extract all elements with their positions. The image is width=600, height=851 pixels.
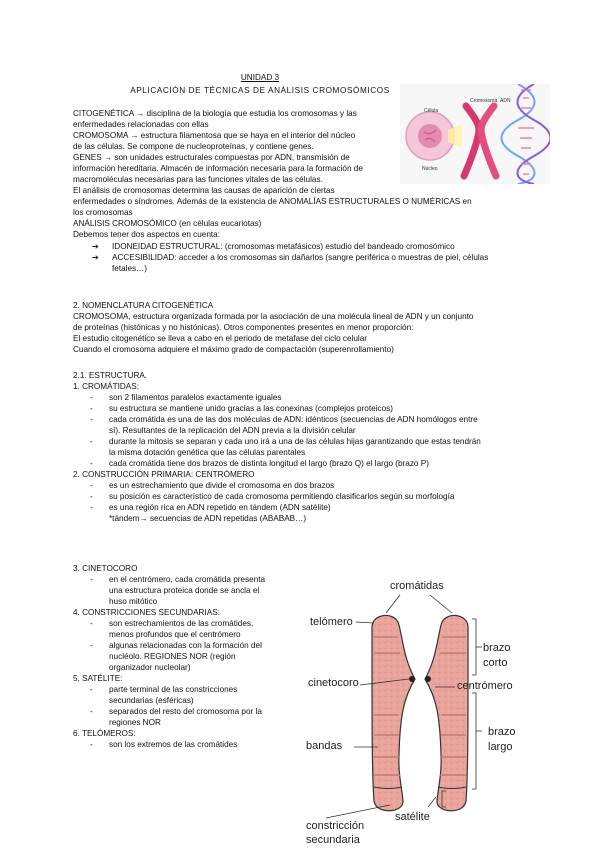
arrow-item	[73, 241, 533, 252]
list-item	[73, 436, 543, 458]
intro-line: CITOGENÉTICA → disciplina de la biología que estudia los cromosomas y las	[73, 109, 357, 118]
arrow-item-text: fetales…)	[112, 264, 148, 273]
list-item-text: cada cromátida tiene dos brazos de distinta longitud el largo (brazo Q) el largo (brazo P)	[109, 459, 429, 468]
list-item-text: la misma dotación genética que las células parentales	[109, 448, 306, 457]
dna-chromosome-figure	[400, 84, 550, 184]
list-item-text: son los extremos de las cromátides	[109, 740, 238, 749]
subsection-heading: 1. CROMÁTIDAS:	[73, 382, 139, 391]
intro-line: El análisis de cromosomas determina las causas de aparición de ciertas	[73, 186, 335, 195]
list-item-text: menos profundos que el centrómero	[109, 630, 241, 639]
nomenclature-section	[73, 300, 543, 355]
list-item-text: su posición es característico de cada cromosoma permitiendo clasificarlos según su morfología	[109, 492, 455, 501]
arrow-item-text: ACCESIBILIDAD: acceder a los cromosomas sin dañarlos (sangre periférica o muestras de piel, células	[112, 253, 489, 262]
dash-bullet: -	[90, 404, 93, 413]
arrow-list	[73, 241, 533, 274]
right-chromatid	[425, 615, 468, 810]
nucleus-icon	[418, 124, 442, 148]
label-satelite: satélite	[395, 811, 430, 823]
arrow-bullet-icon: ➔	[92, 242, 99, 251]
label-brazo-corto-2: corto	[483, 657, 508, 669]
dash-bullet: -	[90, 492, 93, 501]
label-brazo-largo: brazo	[488, 726, 516, 738]
list-item-text: regiones NOR	[109, 718, 161, 727]
subsection-heading: 5. SATÉLITE:	[73, 674, 123, 683]
intro-line: Debemos tener dos aspectos en cuenta:	[73, 230, 221, 239]
list-item-text: su estructura se mantiene unido gracias a las conexinas (complejos proteicos)	[109, 404, 393, 413]
list-item-text: en el centrómero, cada cromátida presenta	[109, 575, 266, 584]
list-item-text: es un estrechamiento que divide el cromosoma en dos brazos	[109, 481, 335, 490]
intro-line: ANÁLISIS CROMOSÓMICO (en células eucariotas)	[73, 219, 262, 228]
intro-line: enfermedades relacionadas con ellas	[73, 120, 209, 129]
arrow-item-text: IDONEIDAD ESTRUCTURAL: (cromosomas metafásicos) estudio del bandeado cromosómico	[112, 242, 455, 251]
list-item	[73, 480, 543, 491]
subsection-heading: 4. CONSTRICCIONES SECUNDARIAS:	[73, 608, 220, 617]
figure-label: Núcleo	[422, 166, 438, 172]
intro-line: macromoléculas necesarias para las funciones vitales de las células.	[73, 175, 323, 184]
section-heading: 2. NOMENCLATURA CITOGENÉTICA	[73, 301, 214, 310]
list-item	[73, 684, 288, 706]
dash-bullet: -	[90, 575, 93, 584]
list-item-text: separados del resto del cromosoma por la	[109, 707, 262, 716]
label-centromero: centrómero	[457, 680, 513, 692]
dash-bullet: -	[90, 437, 93, 446]
dash-bullet: -	[90, 415, 93, 424]
subsection-heading: 3. CINETOCORO	[73, 564, 138, 573]
text-line: CROMOSOMA, estructura organizada formada por la asociación de una molécula lineal de ADN y un conjunto	[73, 312, 474, 321]
list-item-text: parte terminal de las constricciones	[109, 685, 238, 694]
dash-bullet: -	[90, 707, 93, 716]
intro-line: CROMOSOMA → estructura filamentosa que se haya en el interior del núcleo	[73, 131, 356, 140]
figure-label: Cromosoma	[470, 98, 498, 104]
list-item	[73, 502, 543, 524]
intro-line: información hereditaria. Almacén de información necesaria para la formación de	[73, 164, 363, 173]
figure-label: Célula	[424, 108, 439, 114]
subsection-heading: 2. CONSTRUCCIÓN PRIMARIA: CENTRÓMERO	[73, 470, 255, 479]
list-item	[73, 739, 288, 750]
label-constriccion: constricción	[306, 820, 365, 832]
label-brazo-corto: brazo	[483, 642, 511, 654]
label-bandas: bandas	[306, 740, 343, 752]
arrow-bullet-icon: ➔	[92, 253, 99, 262]
intro-block	[73, 108, 472, 240]
label-brazo-largo-2: largo	[488, 741, 513, 753]
left-chromatid	[372, 615, 415, 810]
list-item-text: son 2 filamentos paralelos exactamente iguales	[109, 393, 282, 402]
section-heading: 2.1. ESTRUCTURA.	[73, 371, 148, 380]
structure-section	[73, 370, 543, 524]
intro-line: los cromosomas	[73, 208, 133, 217]
label-cinetocoro: cinetocoro	[308, 677, 359, 689]
list-item	[73, 403, 543, 414]
label-telomero: telómero	[310, 616, 353, 628]
list-item-text: es una región rica en ADN repetido en tándem (ADN satélite)	[109, 503, 331, 512]
list-item-text: durante la mitosis se separan y cada uno irá a una de las células hijas garantizando que estas tendrán	[109, 437, 481, 446]
text-line: Cuando el cromosoma adquiere el máximo grado de compactación (superenrollamiento)	[73, 345, 394, 354]
intro-line: enfermedades o síndromes. Además de la existencia de ANOMALÍAS ESTRUCTURALES O NUMÉRICAS en	[73, 197, 472, 206]
list-item-text: secundarias (esféricas)	[109, 696, 194, 705]
list-item	[73, 491, 543, 502]
dash-bullet: -	[90, 619, 93, 628]
dash-bullet: -	[90, 641, 93, 650]
dash-bullet: -	[90, 481, 93, 490]
dash-bullet: -	[90, 459, 93, 468]
subsection-heading: 6. TELÓMEROS:	[73, 729, 136, 738]
chromosome-diagram	[300, 575, 600, 848]
list-item-text: huso mitótico	[109, 597, 158, 606]
intro-line: de las células. Se compone de nucleoproteínas, y contiene genes.	[73, 142, 314, 151]
label-constriccion-2: secundaria	[306, 834, 360, 846]
figure-label: ADN	[500, 98, 511, 104]
arrow-item	[73, 252, 533, 274]
list-item-text: cada cromátida es una de las dos moléculas de ADN: idénticos (secuencias de ADN homólogos entre	[109, 415, 478, 424]
list-item	[73, 458, 543, 469]
list-item	[73, 640, 288, 673]
list-item	[73, 618, 288, 640]
list-item-text: son estrechamientos de las cromátides,	[109, 619, 254, 628]
list-item	[73, 392, 543, 403]
dash-bullet: -	[90, 393, 93, 402]
list-item-text: sí). Resultantes de la replicación del ADN previa a la división celular	[109, 426, 356, 435]
list-item-text: algunas relacionadas con la formación del	[109, 641, 262, 650]
kinetochore-marker	[409, 676, 415, 682]
structure-lower	[73, 563, 288, 750]
unit-title: UNIDAD 3	[240, 73, 280, 82]
list-item	[73, 706, 288, 728]
text-line: de proteínas (histónicas y no histónicas). Otros componentes presentes en menor proporción:	[73, 323, 414, 332]
dash-bullet: -	[90, 503, 93, 512]
dash-bullet: -	[90, 740, 93, 749]
intro-line: GENES → son unidades estructurales compuestas por ADN, transmisión de	[73, 153, 350, 162]
label-cromatidas: cromátidas	[390, 580, 444, 592]
list-item	[73, 414, 543, 436]
list-item-text: una estructura proteica donde se ancla el	[109, 586, 260, 595]
text-line: El estudio citogenético se lleva a cabo en el periodo de metafase del ciclo celular	[73, 334, 368, 343]
dash-bullet: -	[90, 685, 93, 694]
page-title: APLICACIÓN DE TÉCNICAS DE ANÁLISIS CROMOSÓMICOS	[130, 86, 390, 95]
list-item	[73, 574, 288, 607]
list-item-text: nucléolo. REGIONES NOR (región	[109, 652, 236, 661]
list-item-text: organizador nucleolar)	[109, 663, 191, 672]
list-item-text: *tándem→ secuencias de ADN repetidas (ABABAB…)	[109, 514, 307, 523]
